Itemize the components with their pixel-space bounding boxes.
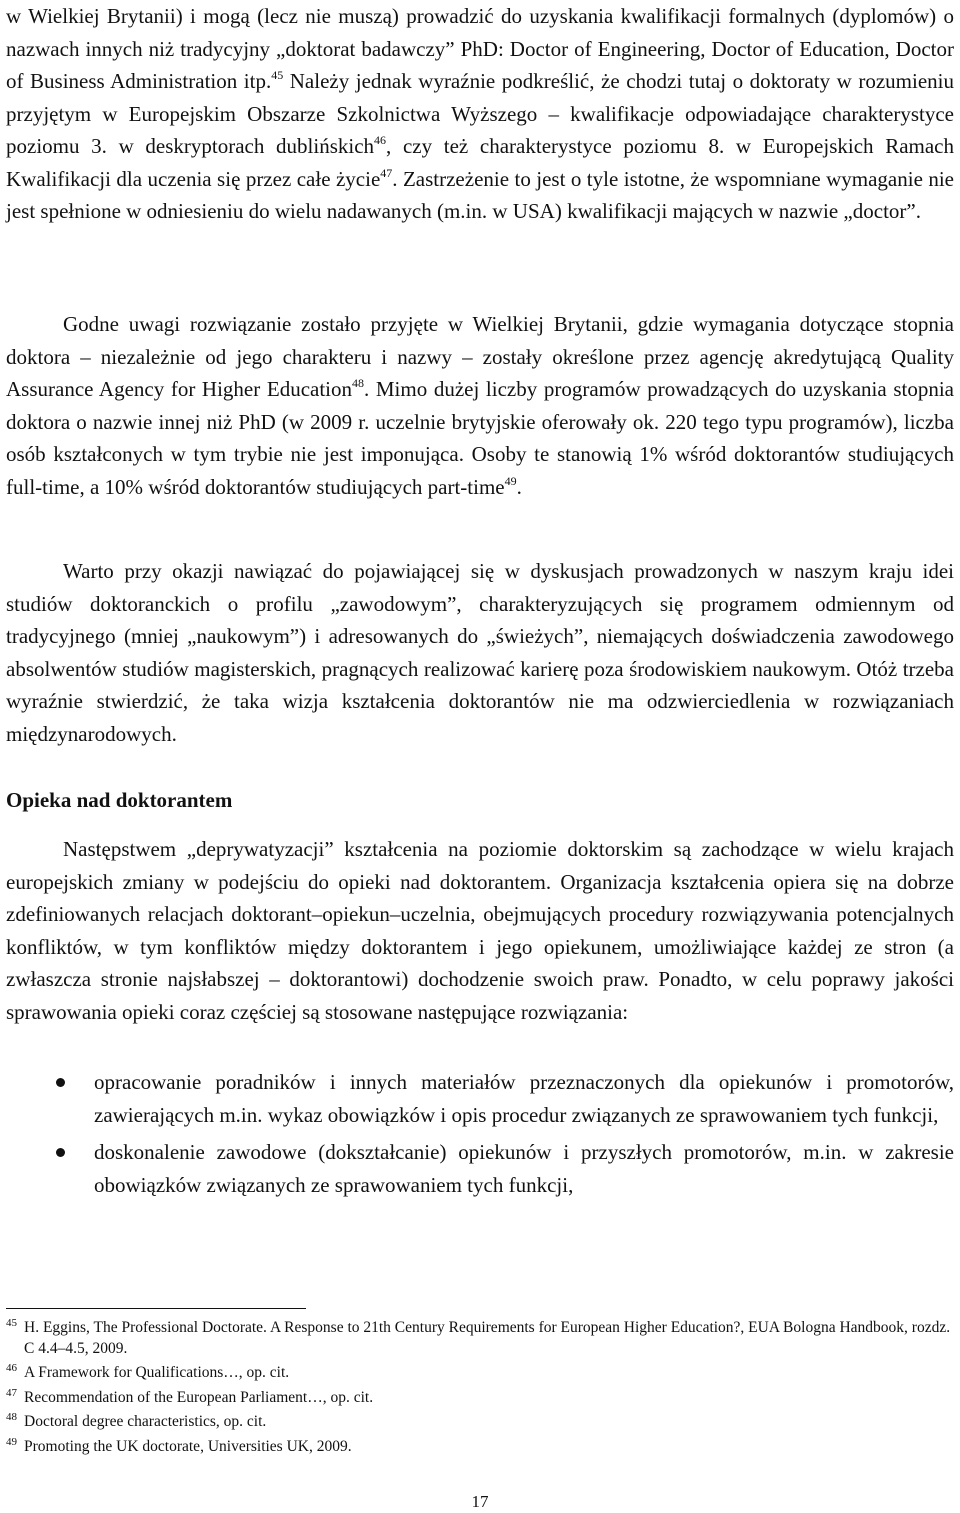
footnote-ref: 49 (504, 473, 517, 488)
paragraph-2 (6, 308, 954, 503)
footnote-item (6, 1388, 954, 1409)
bullet-icon (56, 1078, 65, 1087)
paragraph-text: Następstwem „deprywatyzacji” kształcenia na poziomie doktorskim są zachodzące w wielu krajach europejskich zmiany w podejściu do opieki nad doktorantem. Organizacja kształcenia opiera się na dobrze zdefiniowanych relacjach doktorant–opiekun–uczelnia, obejmujących procedury rozwiązywania potencjalnych konfliktów, w tym konfliktów między doktorantem i jego opiekunem, umożliwiające każdej ze stron (a zwłaszcza stronie najsłabszej – doktorantowi) dochodzenie swoich praw. Ponadto, w celu poprawy jakości sprawowania opieki coraz częściej są stosowane następujące rozwiązania: (6, 837, 954, 1024)
footnote-item (6, 1318, 954, 1359)
paragraph-text: Należy jednak wyraźnie podkreślić, że chodzi tutaj o doktoraty w rozumieniu przyjętym w Europejskim Obszarze Szkolnictwa Wyższego – kwalifikacje odpowiadające charakterystyce poziomu 3. w deskryptorach dublińskich (6, 69, 954, 158)
bullet-list (6, 1066, 954, 1206)
footnote-list (6, 1318, 954, 1461)
page-number: 17 (471, 1492, 489, 1511)
footnote-item (6, 1412, 954, 1433)
paragraph-text: w Wielkiej Brytanii) i mogą (lecz nie muszą) prowadzić do uzyskania kwalifikacji formalnych (dyplomów) o nazwach innych niż tradycyjny „doktorat badawczy” PhD: Doctor of Engineering, Doctor of Education, Doctor of Business Administration itp. (6, 4, 954, 93)
footnote-ref: 46 (374, 133, 387, 147)
footnote-ref: 45 (271, 68, 284, 82)
bullet-item (6, 1066, 954, 1131)
footnote-number: 48 (6, 1411, 17, 1423)
footnote-number: 45 (6, 1317, 17, 1329)
bullet-icon (56, 1148, 65, 1157)
footnote-text: H. Eggins, The Professional Doctorate. A Response to 21th Century Requirements for European Higher Education?, EUA Bologna Handbook, rozdz. C 4.4–4.5, 2009. (24, 1319, 951, 1357)
paragraph-text: Godne uwagi rozwiązanie zostało przyjęte w Wielkiej Brytanii, gdzie wymagania dotyczące stopnia doktora – niezależnie od jego charakteru i nazwy – zostały określone przez agencję akredytującą Quality Assurance Agency for Higher Education (6, 312, 954, 401)
paragraph-text: , czy też charakterystyce poziomu 8. w Europejskich Ramach Kwalifikacji dla uczenia się przez całe życie (6, 134, 954, 191)
footnote-item (6, 1437, 954, 1458)
footnote-text: A Framework for Qualifications…, op. cit. (24, 1364, 290, 1381)
footnote-number: 47 (6, 1386, 17, 1399)
paragraph-text: Warto przy okazji nawiązać do pojawiającej się w dyskusjach prowadzonych w naszym kraju idei studiów doktoranckich o profilu „zawodowym”, charakteryzujących się programem odmiennym od tradycyjnego (mniej „naukowym”) i adresowanych do „świeżych”, niemających doświadczenia zawodowego absolwentów studiów magisterskich, pragnących realizować karierę poza środowiskiem naukowym. Otóż trzeba wyraźnie stwierdzić, że taka wizja kształcenia doktorantów nie ma odzwierciedlenia w rozwiązaniach międzynarodowych. (6, 559, 954, 746)
paragraph-1 (6, 0, 954, 228)
footnote-ref: 47 (380, 165, 393, 180)
footnote-ref: 48 (352, 376, 365, 390)
footnote-text: Doctoral degree characteristics, op. cit. (24, 1413, 267, 1430)
paragraph-4 (6, 833, 954, 1028)
section-heading: Opieka nad doktorantem (6, 788, 233, 812)
bullet-text: opracowanie poradników i innych materiałów przeznaczonych dla opiekunów i promotorów, zawierających m.in. wykaz obowiązków i opis procedur związanych ze sprawowaniem tych funkcji, (94, 1070, 954, 1127)
footnote-number: 49 (6, 1435, 17, 1448)
bullet-item (6, 1136, 954, 1201)
paragraph-text: . (516, 474, 522, 499)
footnote-number: 46 (6, 1362, 17, 1374)
paragraph-text: . Mimo dużej liczby programów prowadzących do uzyskania stopnia doktora o nazwie innej niż PhD (w 2009 r. uczelnie brytyjskie oferowały ok. 220 tego typu programów), liczba osób kształconych w tym trybie nie jest imponująca. Osoby te stanowią 1% wśród doktorantów studiujących full-time, a 10% wśród doktorantów studiujących part-time (6, 377, 954, 499)
footnote-text: Promoting the UK doctorate, Universities UK, 2009. (24, 1437, 352, 1455)
paragraph-text: . Zastrzeżenie to jest o tyle istotne, że wspomniane wymaganie nie jest spełnione w odniesieniu do wielu nadawanych (m.in. w USA) kwalifikacji mających w nazwie „doctor”. (6, 166, 955, 223)
footnote-divider (6, 1308, 306, 1309)
footnote-item (6, 1363, 954, 1384)
paragraph-3 (6, 555, 954, 750)
footnote-text: Recommendation of the European Parliament…, op. cit. (24, 1388, 374, 1406)
bullet-text: doskonalenie zawodowe (dokształcanie) opiekunów i przyszłych promotorów, m.in. w zakresie obowiązków związanych ze sprawowaniem tych funkcji, (94, 1140, 954, 1197)
